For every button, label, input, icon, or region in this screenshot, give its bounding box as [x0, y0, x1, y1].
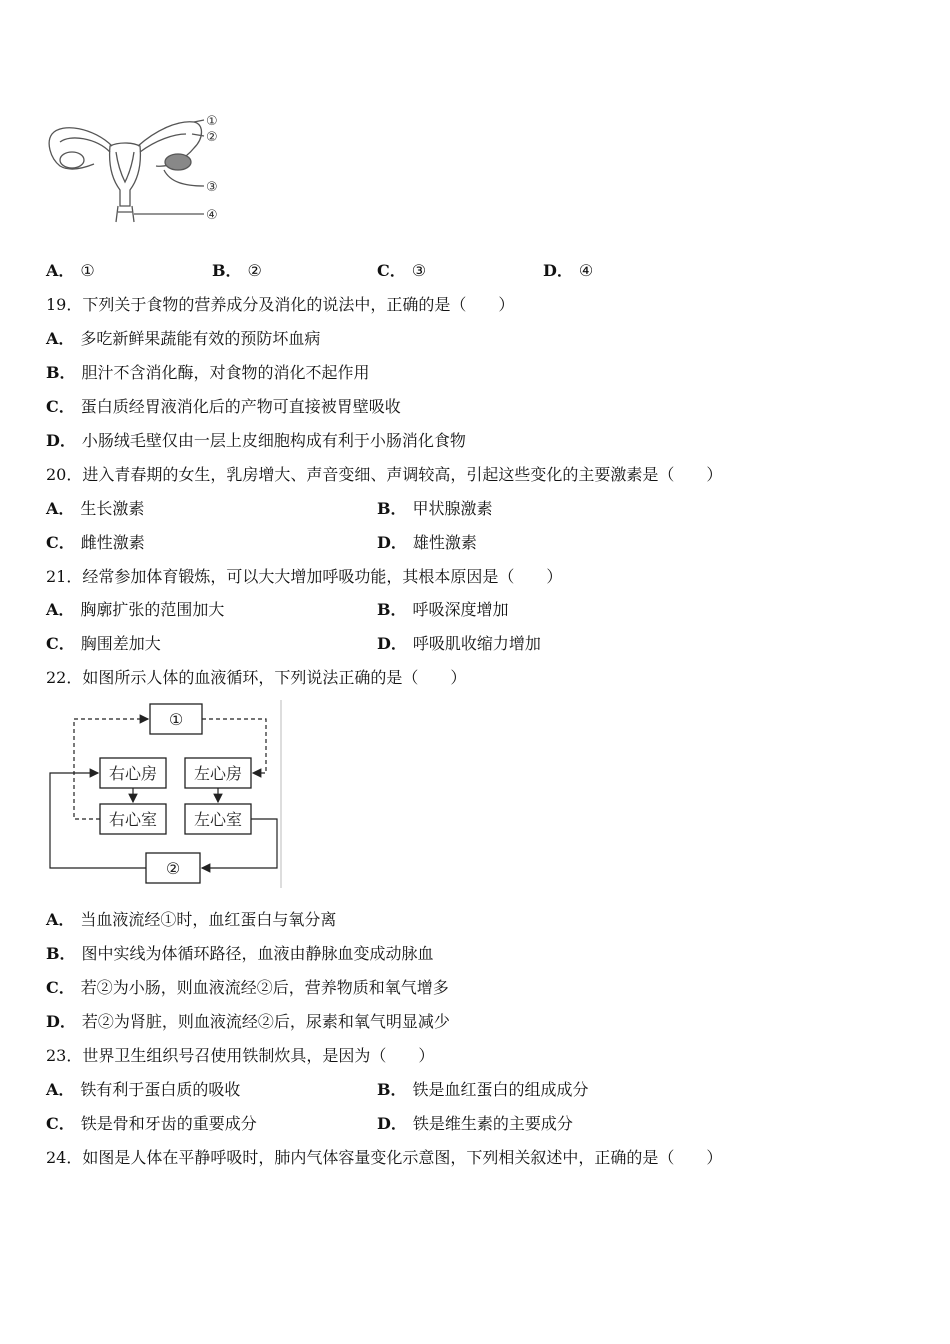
q20-option-a[interactable]: A． 生长激素	[46, 499, 145, 518]
q19-option-b[interactable]: B． 胆汁不含消化酶，对食物的消化不起作用	[46, 363, 370, 382]
q21-option-b[interactable]: B． 呼吸深度增加	[377, 600, 509, 619]
left-ventricle-label: 左心室	[193, 810, 243, 829]
q18-option-d[interactable]: D． ④	[543, 261, 594, 280]
left-atrium-label: 左心房	[193, 764, 243, 783]
q21-stem: 21．经常参加体育锻炼，可以大大增加呼吸功能，其根本原因是（ ）	[46, 567, 563, 586]
q18-option-b[interactable]: B． ②	[212, 261, 262, 280]
q20-option-d[interactable]: D． 雄性激素	[377, 533, 477, 552]
q18-option-c[interactable]: C． ③	[377, 261, 427, 280]
q21-option-a[interactable]: A． 胸廓扩张的范围加大	[46, 600, 225, 619]
q19-option-c[interactable]: C． 蛋白质经胃液消化后的产物可直接被胃壁吸收	[46, 397, 401, 416]
q20-stem: 20．进入青春期的女生，乳房增大、声音变细、声调较高，引起这些变化的主要激素是（ ）	[46, 465, 723, 484]
q23-option-b[interactable]: B． 铁是血红蛋白的组成成分	[377, 1080, 589, 1099]
right-ventricle-label: 右心室	[108, 810, 158, 829]
q23-option-c[interactable]: C． 铁是骨和牙齿的重要成分	[46, 1114, 257, 1133]
box-1-label: ①	[168, 710, 184, 729]
fig18-label-1: ①	[206, 114, 218, 129]
reproductive-system-figure	[44, 108, 234, 228]
q20-option-c[interactable]: C． 雌性激素	[46, 533, 145, 552]
q19-stem: 19．下列关于食物的营养成分及消化的说法中，正确的是（ ）	[46, 295, 515, 314]
right-atrium-label: 右心房	[108, 764, 158, 783]
q22-option-c[interactable]: C． 若②为小肠，则血液流经②后，营养物质和氧气增多	[46, 978, 449, 997]
fig18-label-3: ③	[206, 180, 218, 195]
q20-option-b[interactable]: B． 甲状腺激素	[377, 499, 493, 518]
blood-circulation-diagram	[44, 698, 284, 890]
fig18-label-2: ②	[206, 130, 218, 145]
q21-option-d[interactable]: D． 呼吸肌收缩力增加	[377, 634, 541, 653]
q22-option-d[interactable]: D． 若②为肾脏，则血液流经②后，尿素和氧气明显减少	[46, 1012, 450, 1031]
q21-option-c[interactable]: C． 胸围差加大	[46, 634, 161, 653]
q24-stem: 24．如图是人体在平静呼吸时，肺内气体容量变化示意图，下列相关叙述中，正确的是（ ）	[46, 1148, 723, 1167]
q23-stem: 23．世界卫生组织号召使用铁制炊具，是因为（ ）	[46, 1046, 435, 1065]
q23-option-a[interactable]: A． 铁有利于蛋白质的吸收	[46, 1080, 241, 1099]
box-2-label: ②	[165, 859, 181, 878]
q23-option-d[interactable]: D． 铁是维生素的主要成分	[377, 1114, 573, 1133]
q18-option-a[interactable]: A． ①	[46, 261, 95, 280]
q22-option-a[interactable]: A． 当血液流经①时，血红蛋白与氧分离	[46, 910, 337, 929]
q22-option-b[interactable]: B． 图中实线为体循环路径，血液由静脉血变成动脉血	[46, 944, 434, 963]
q19-option-a[interactable]: A． 多吃新鲜果蔬能有效的预防坏血病	[46, 329, 321, 348]
q22-stem: 22．如图所示人体的血液循环，下列说法正确的是（ ）	[46, 668, 467, 687]
q19-option-d[interactable]: D． 小肠绒毛壁仅由一层上皮细胞构成有利于小肠消化食物	[46, 431, 466, 450]
fig18-label-4: ④	[206, 208, 218, 223]
